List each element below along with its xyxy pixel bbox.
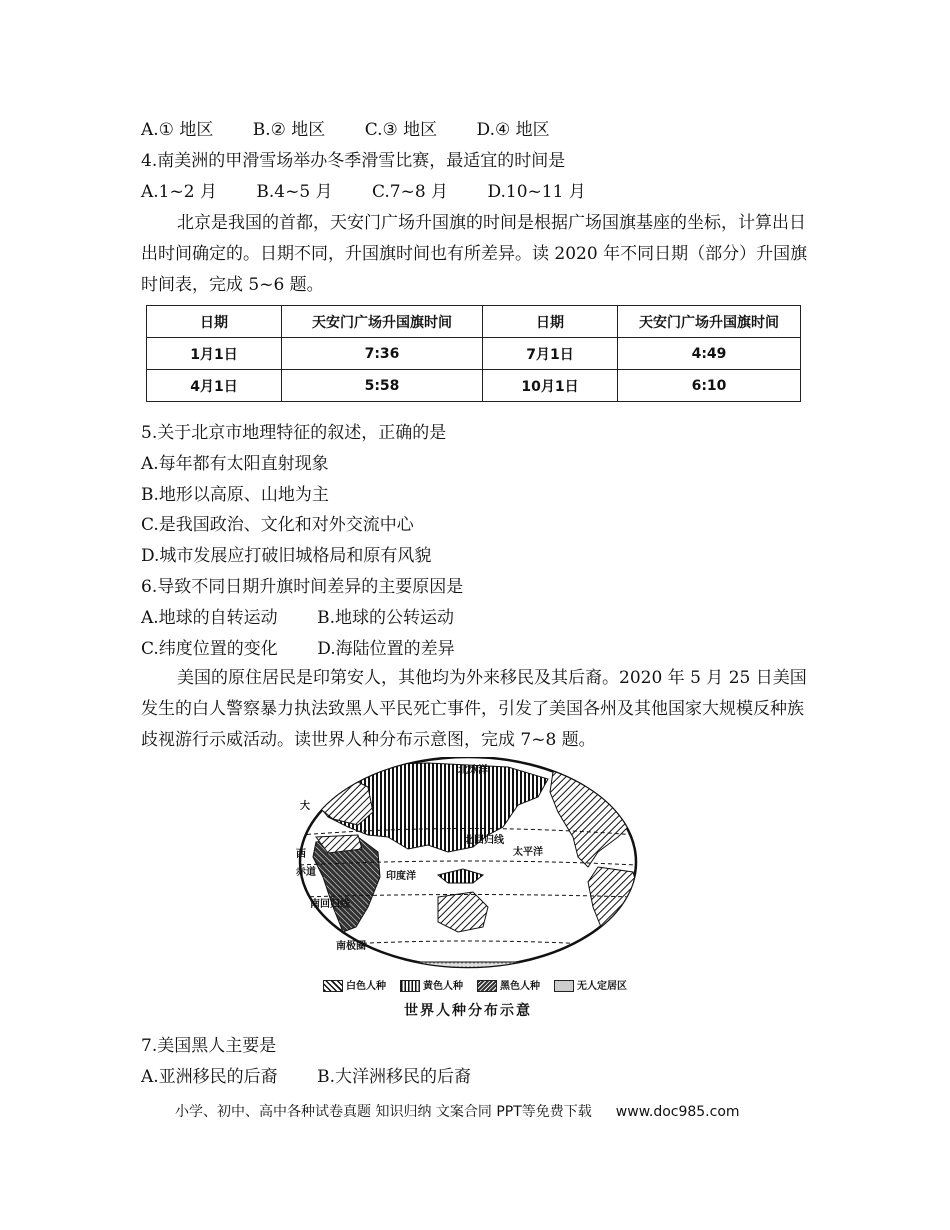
legend-label: 黑色人种 [500,981,540,992]
legend-swatch [554,980,574,992]
q4-option-d: D.10~11 月 [487,182,586,202]
q6-option-b: B.地球的公转运动 [317,608,454,628]
map-caption: 世界人种分布示意 [404,1003,532,1019]
q6-option-a: A.地球的自转运动 [141,608,278,628]
q7-stem: 7.美国黑人主要是 [141,1036,277,1056]
greenland-shape [588,759,618,775]
flag-raising-time-table [146,305,801,402]
q6-options-row1 [141,607,454,629]
legend-yellow-race [400,977,463,992]
legend-swatch [400,980,420,992]
label-equator: 赤道 [296,867,316,878]
q5-option-b: B.地形以高原、山地为主 [141,485,329,505]
legend-label: 无人定居区 [577,981,627,992]
label-pacific: 太平洋 [513,847,543,858]
table-cell: 4:49 [618,338,801,370]
q6-option-d: D.海陆位置的差异 [317,639,455,659]
antarctica-shape [288,962,648,977]
table-header-time-1: 天安门广场升国旗时间 [282,306,483,338]
q3-option-d: D.④ 地区 [476,120,550,140]
table-row [147,338,801,370]
q3-option-a: A.① 地区 [141,120,214,140]
table-cell: 6:10 [618,370,801,402]
q3-option-b: B.② 地区 [252,120,326,140]
world-map-figure [288,757,648,977]
legend-swatch [323,980,343,992]
q4-options [141,181,586,203]
legend-label: 白色人种 [346,981,386,992]
q3-option-c: C.③ 地区 [364,120,438,140]
q5-option-a: A.每年都有太阳直射现象 [141,454,329,474]
table-cell: 7:36 [282,338,483,370]
table-cell: 7月1日 [483,338,618,370]
q7-options [141,1066,471,1088]
footer [175,1101,740,1121]
table-header-time-2: 天安门广场升国旗时间 [618,306,801,338]
q4-option-c: C.7~8 月 [371,182,449,202]
table-header-date-2: 日期 [483,306,618,338]
legend-label: 黄色人种 [423,981,463,992]
q6-stem: 6.导致不同日期升旗时间差异的主要原因是 [141,577,464,597]
label-xi: 西 [296,849,306,860]
legend-uninhabited [554,977,627,992]
q4-option-b: B.4~5 月 [256,182,333,202]
label-da: 大 [300,801,310,812]
q7-option-b: B.大洋洲移民的后裔 [317,1067,471,1087]
table-cell: 10月1日 [483,370,618,402]
legend-white-race [323,977,386,992]
q5-option-d: D.城市发展应打破旧城格局和原有风貌 [141,546,432,566]
table-row [147,370,801,402]
label-tropic-north: 北回归线 [464,835,504,846]
table-cell: 5:58 [282,370,483,402]
table-header-date-1: 日期 [147,306,282,338]
label-arctic-ocean: 北冰洋 [458,765,488,776]
q6-options-row2 [141,638,455,660]
label-tropic-south: 南回归线 [310,899,350,910]
q6-option-c: C.纬度位置的变化 [141,639,278,659]
q5-option-c: C.是我国政治、文化和对外交流中心 [141,515,414,535]
q7-option-a: A.亚洲移民的后裔 [141,1067,278,1087]
table-header-row [147,306,801,338]
passage-beijing-flag: 北京是我国的首都，天安门广场升国旗的时间是根据广场国旗基座的坐标，计算出日出时间确定的。日期不同，升国旗时间也有所差异。读 2020 年不同日期（部分）升国旗时间表，完成 5~6 题。 [141,213,808,295]
footer-text: 小学、初中、高中各种试卷真题 知识归纳 文案合同 PPT等免费下载 [175,1104,592,1120]
table-cell: 4月1日 [147,370,282,402]
passage-race-distribution: 美国的原住居民是印第安人，其他均为外来移民及其后裔。2020 年 5 月 25 日美国发生的白人警察暴力执法致黑人平民死亡事件，引发了美国各州及其他国家大规模反种族歧视游行示威活动。读世界人种分布示意图，完成 7~8 题。 [141,668,807,750]
south-america-shape [588,867,640,957]
q5-stem: 5.关于北京市地理特征的叙述，正确的是 [141,423,447,443]
footer-url[interactable]: www.doc985.com [615,1104,740,1120]
table-cell: 1月1日 [147,338,282,370]
q4-stem: 4.南美洲的甲滑雪场举办冬季滑雪比赛，最适宜的时间是 [141,151,566,171]
legend-black-race [477,977,540,992]
legend-swatch [477,980,497,992]
q3-options [141,119,550,141]
label-indian-ocean: 印度洋 [386,871,416,882]
map-legend [310,977,640,992]
label-antarctic-circle: 南极圈 [336,941,366,952]
q4-option-a: A.1~2 月 [141,182,217,202]
